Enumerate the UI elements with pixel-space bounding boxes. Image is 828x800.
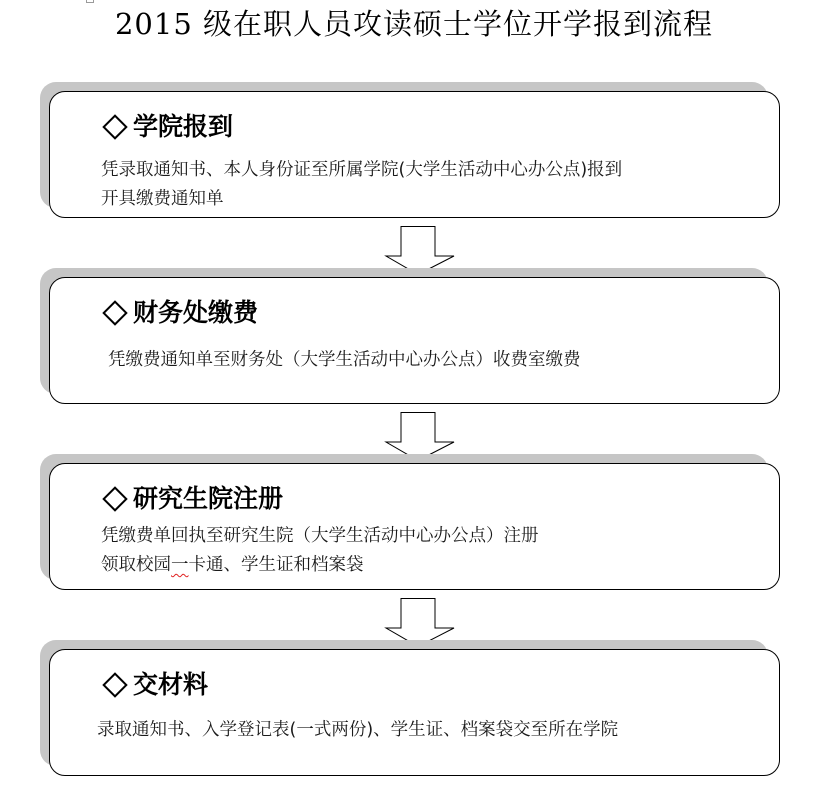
step-submit-materials xyxy=(40,640,780,778)
step-box xyxy=(49,277,780,404)
description-line: 录取通知书、入学登记表(一式两份)、学生证、档案袋交至所在学院 xyxy=(97,720,619,740)
step-description xyxy=(101,522,539,580)
step-heading-text: 财务处缴费 xyxy=(133,298,259,327)
step-heading-text: 研究生院注册 xyxy=(133,484,284,513)
step-description xyxy=(101,156,622,214)
description-line xyxy=(101,551,539,580)
spellcheck-marked-text: 一 xyxy=(171,555,189,575)
step-heading-text: 学院报到 xyxy=(133,112,234,141)
diamond-outline-icon xyxy=(102,486,127,511)
step-heading xyxy=(101,110,233,144)
step-box xyxy=(49,91,780,218)
step-description xyxy=(97,716,618,745)
line-part: 领取校园 xyxy=(101,555,171,575)
step-heading xyxy=(101,482,283,516)
step-description xyxy=(108,346,581,375)
step-box xyxy=(49,463,780,590)
description-line: 开具缴费通知单 xyxy=(101,189,224,209)
step-heading xyxy=(101,668,208,702)
diamond-outline-icon xyxy=(102,300,127,325)
diamond-outline-icon xyxy=(102,672,127,697)
description-line: 凭缴费通知单至财务处（大学生活动中心办公点）收费室缴费 xyxy=(108,350,581,370)
step-college-checkin xyxy=(40,82,780,220)
description-line: 凭缴费单回执至研究生院（大学生活动中心办公点）注册 xyxy=(101,526,539,546)
step-finance-payment xyxy=(40,268,780,406)
description-line: 凭录取通知书、本人身份证至所属学院(大学生活动中心办公点)报到 xyxy=(101,160,623,180)
step-box xyxy=(49,649,780,776)
step-graduate-registration xyxy=(40,454,780,592)
page-title: 2015 级在职人员攻读硕士学位开学报到流程 xyxy=(114,7,714,41)
step-heading xyxy=(101,296,258,330)
diamond-outline-icon xyxy=(102,114,127,139)
step-heading-text: 交材料 xyxy=(133,670,209,699)
line-part: 卡通、学生证和档案袋 xyxy=(188,555,364,575)
